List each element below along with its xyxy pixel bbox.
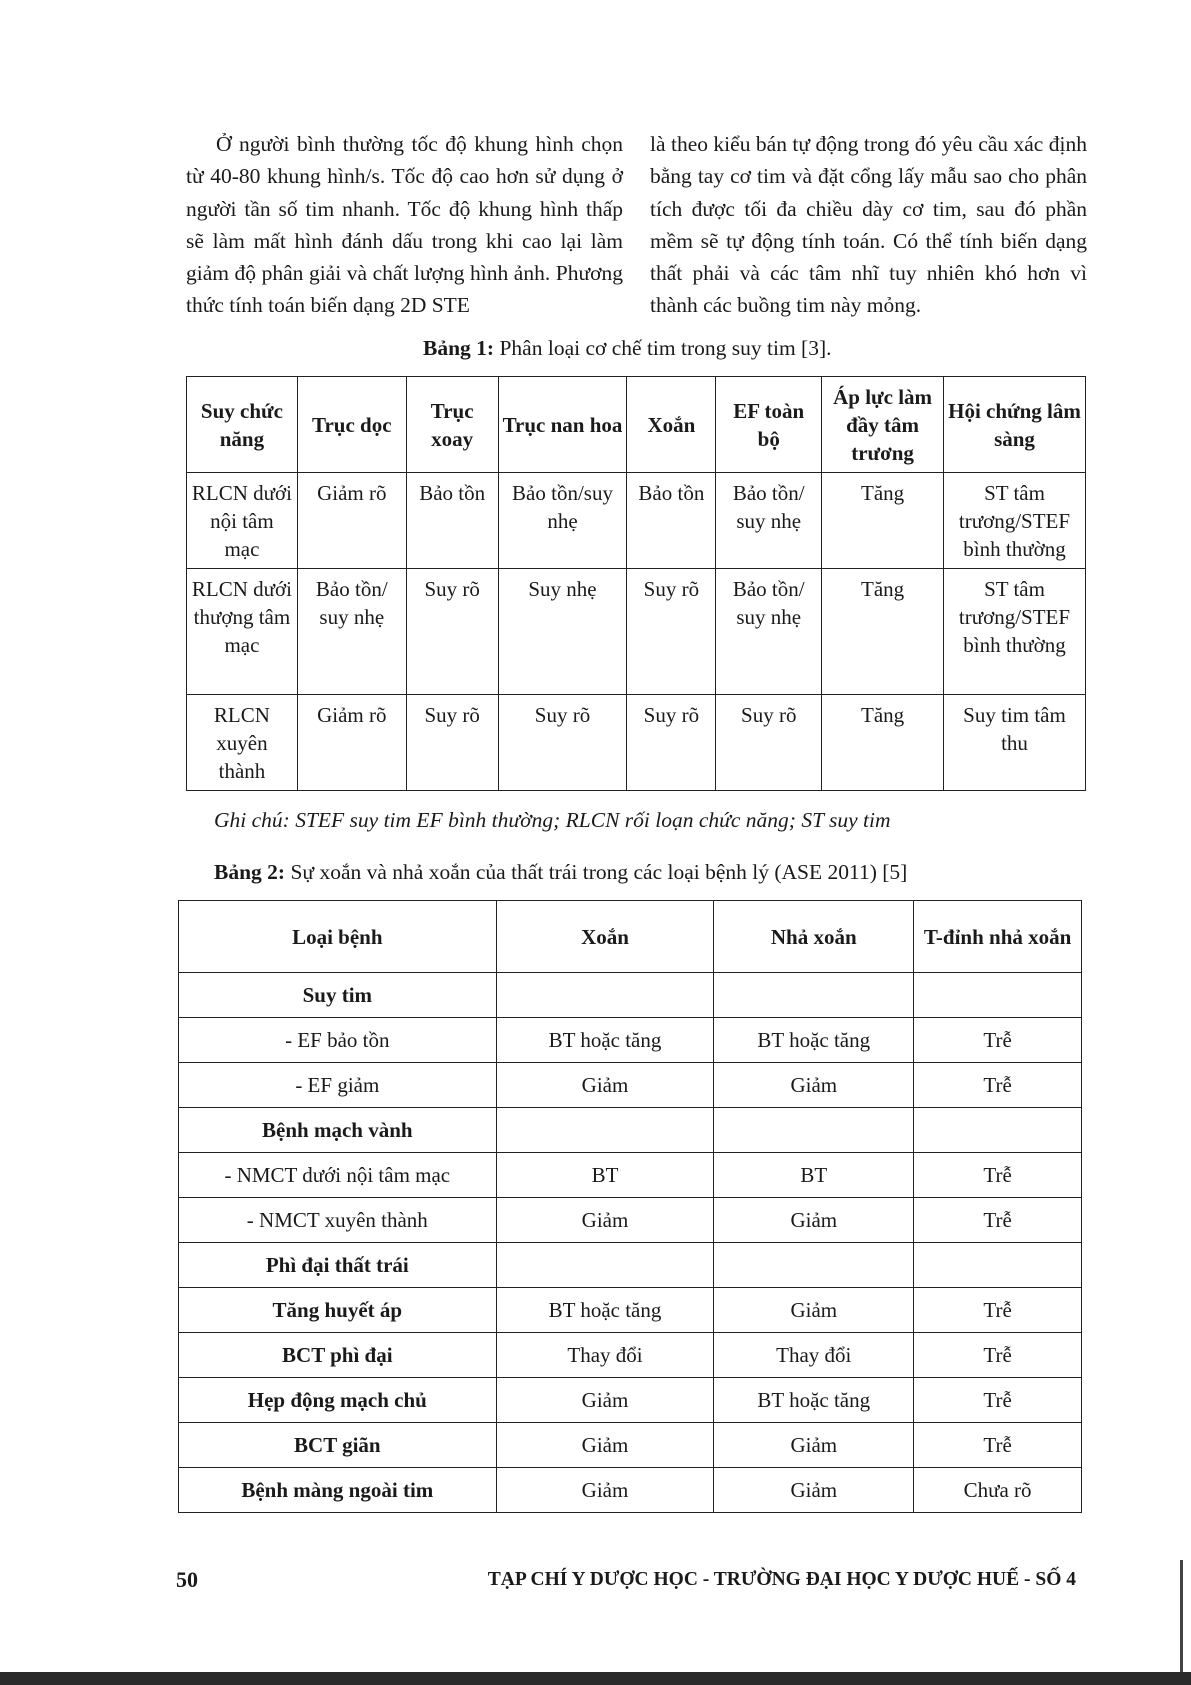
table1-header-cell: Áp lực làm đầy tâm trương — [822, 377, 944, 473]
table2-row-label: - NMCT xuyên thành — [179, 1198, 497, 1243]
table2-cell: BT — [714, 1153, 914, 1198]
table1-header-cell: EF toàn bộ — [716, 377, 822, 473]
table2-row — [179, 1153, 1082, 1198]
table2-caption — [214, 860, 907, 885]
table2-cell — [714, 1243, 914, 1288]
table2-cell: Trễ — [914, 1018, 1082, 1063]
table1-row — [187, 695, 1086, 791]
table1-cell: Bảo tồn — [406, 473, 498, 569]
table2-caption-text: Sự xoắn và nhả xoắn của thất trái trong các loại bệnh lý (ASE 2011) [5] — [285, 860, 908, 884]
table1-caption-text: Phân loại cơ chế tim trong suy tim [3]. — [494, 336, 832, 360]
table1-cell: RLCN dưới thượng tâm mạc — [187, 569, 298, 695]
table1-cell: Giảm rõ — [297, 695, 406, 791]
table1-cell: Bảo tồn/suy nhẹ — [498, 473, 627, 569]
table2-row-label: Phì đại thất trái — [179, 1243, 497, 1288]
table2-caption-label: Bảng 2: — [214, 860, 286, 884]
table1-note: Ghi chú: STEF suy tim EF bình thường; RLCN rối loạn chức năng; ST suy tim — [214, 808, 891, 832]
table2-row — [179, 1333, 1082, 1378]
table2-cell: Giảm — [496, 1063, 714, 1108]
table1-cell: Bảo tồn/ suy nhẹ — [716, 569, 822, 695]
table1-header-row — [187, 377, 1086, 473]
table2-row — [179, 1378, 1082, 1423]
table1-cell: ST tâm trương/STEF bình thường — [944, 569, 1086, 695]
table2-cell: Giảm — [714, 1198, 914, 1243]
table2-cell: Trễ — [914, 1198, 1082, 1243]
table2-row-label: BCT phì đại — [179, 1333, 497, 1378]
table1-cell: RLCN xuyên thành — [187, 695, 298, 791]
table2-header-cell: T-đỉnh nhả xoắn — [914, 901, 1082, 973]
table2-row — [179, 1018, 1082, 1063]
table2-cell: Trễ — [914, 1423, 1082, 1468]
table2-row-label: Bệnh mạch vành — [179, 1108, 497, 1153]
table1-caption-label: Bảng 1: — [423, 336, 495, 360]
table2-cell: BT hoặc tăng — [714, 1378, 914, 1423]
table2-header-cell: Xoắn — [496, 901, 714, 973]
table2-cell: Trễ — [914, 1063, 1082, 1108]
table1-cell: Tăng — [822, 473, 944, 569]
table2-header-cell: Nhả xoắn — [714, 901, 914, 973]
table2-cell: Chưa rõ — [914, 1468, 1082, 1513]
table2-cell: Giảm — [714, 1288, 914, 1333]
table2-cell: Thay đổi — [714, 1333, 914, 1378]
table2-cell — [914, 1108, 1082, 1153]
table1-row — [187, 473, 1086, 569]
table2-cell: Trễ — [914, 1378, 1082, 1423]
table2-header-row — [179, 901, 1082, 973]
table1-cell: Giảm rõ — [297, 473, 406, 569]
table2 — [178, 900, 1082, 1513]
scan-right-edge — [1180, 1560, 1183, 1672]
table1 — [186, 376, 1086, 791]
table2-row-label: - EF bảo tồn — [179, 1018, 497, 1063]
table2-cell — [496, 1243, 714, 1288]
table1-cell: Bảo tồn — [627, 473, 716, 569]
table2-row-label: BCT giãn — [179, 1423, 497, 1468]
table1-cell: Suy rõ — [627, 569, 716, 695]
table2-cell: BT — [496, 1153, 714, 1198]
table1-header-cell: Hội chứng lâm sàng — [944, 377, 1086, 473]
right-column — [650, 128, 1087, 322]
table2-cell: BT hoặc tăng — [496, 1288, 714, 1333]
left-column-text: Ở người bình thường tốc độ khung hình chọn từ 40-80 khung hình/s. Tốc độ cao hơn sử dụng ở người tần số tim nhanh. Tốc độ khung hình thấp sẽ làm mất hình đánh dấu trong khi cao lại làm giảm độ phân giải và chất lượng hình ảnh. Phương thức tính toán biến dạng 2D STE — [186, 132, 623, 318]
page-number: 50 — [176, 1567, 198, 1592]
right-column-text: là theo kiểu bán tự động trong đó yêu cầu xác định bằng tay cơ tim và đặt cổng lấy mẫu sao cho phân tích được tối đa chiều dày cơ tim, sau đó phần mềm sẽ tự động tính toán. Có thể tính biến dạng thất phải và các tâm nhĩ tuy nhiên khó hơn vì thành các buồng tim này mỏng. — [650, 132, 1087, 318]
table2-row — [179, 1198, 1082, 1243]
table2-row — [179, 973, 1082, 1018]
table2-cell: BT hoặc tăng — [714, 1018, 914, 1063]
table2-row — [179, 1423, 1082, 1468]
table2-cell: Trễ — [914, 1288, 1082, 1333]
table1-cell: Suy rõ — [498, 695, 627, 791]
table2-row — [179, 1288, 1082, 1333]
table1-header-cell: Suy chức năng — [187, 377, 298, 473]
table1-caption — [423, 336, 832, 361]
table2-cell: Giảm — [496, 1468, 714, 1513]
table1-cell: Suy rõ — [627, 695, 716, 791]
table1-cell: Tăng — [822, 695, 944, 791]
table2-row-label: - EF giảm — [179, 1063, 497, 1108]
table2-row-label: Tăng huyết áp — [179, 1288, 497, 1333]
table1-header-cell: Trục xoay — [406, 377, 498, 473]
table2-cell: Giảm — [496, 1198, 714, 1243]
table2-row-label: Bệnh màng ngoài tim — [179, 1468, 497, 1513]
table2-header-cell: Loại bệnh — [179, 901, 497, 973]
table2-cell: Trễ — [914, 1333, 1082, 1378]
table2-cell: Giảm — [714, 1063, 914, 1108]
table2-row — [179, 1063, 1082, 1108]
table1-body — [187, 473, 1086, 791]
table2-cell: Giảm — [496, 1378, 714, 1423]
table1-cell: ST tâm trương/STEF bình thường — [944, 473, 1086, 569]
table2-cell: Thay đổi — [496, 1333, 714, 1378]
table1-cell: RLCN dưới nội tâm mạc — [187, 473, 298, 569]
table2-row — [179, 1243, 1082, 1288]
left-column — [186, 128, 623, 322]
table1-cell: Suy rõ — [716, 695, 822, 791]
table1-cell: Suy nhẹ — [498, 569, 627, 695]
table1-header-cell: Trục dọc — [297, 377, 406, 473]
table2-cell: Giảm — [496, 1423, 714, 1468]
table2-cell: Trễ — [914, 1153, 1082, 1198]
table2-cell — [914, 1243, 1082, 1288]
table2-cell — [914, 973, 1082, 1018]
table1-cell: Suy rõ — [406, 569, 498, 695]
table1-header-cell: Xoắn — [627, 377, 716, 473]
table2-row — [179, 1108, 1082, 1153]
table2-cell: BT hoặc tăng — [496, 1018, 714, 1063]
table1-cell: Suy rõ — [406, 695, 498, 791]
table2-cell — [496, 1108, 714, 1153]
table2-cell — [496, 973, 714, 1018]
journal-title: TẠP CHÍ Y DƯỢC HỌC - TRƯỜNG ĐẠI HỌC Y DƯỢC HUẾ - SỐ 4 — [487, 1569, 1076, 1590]
table2-cell — [714, 1108, 914, 1153]
table2-row-label: - NMCT dưới nội tâm mạc — [179, 1153, 497, 1198]
table2-row-label: Suy tim — [179, 973, 497, 1018]
table2-cell — [714, 973, 914, 1018]
table2-row-label: Hẹp động mạch chủ — [179, 1378, 497, 1423]
table2-cell: Giảm — [714, 1468, 914, 1513]
table1-cell: Bảo tồn/ suy nhẹ — [297, 569, 406, 695]
table2-row — [179, 1468, 1082, 1513]
table1-header-cell: Trục nan hoa — [498, 377, 627, 473]
table1-cell: Tăng — [822, 569, 944, 695]
scan-edge — [0, 1672, 1191, 1685]
table1-cell: Bảo tồn/ suy nhẹ — [716, 473, 822, 569]
body-text — [186, 128, 1086, 328]
table1-row — [187, 569, 1086, 695]
table2-cell: Giảm — [714, 1423, 914, 1468]
table2-body — [179, 973, 1082, 1513]
table1-cell: Suy tim tâm thu — [944, 695, 1086, 791]
